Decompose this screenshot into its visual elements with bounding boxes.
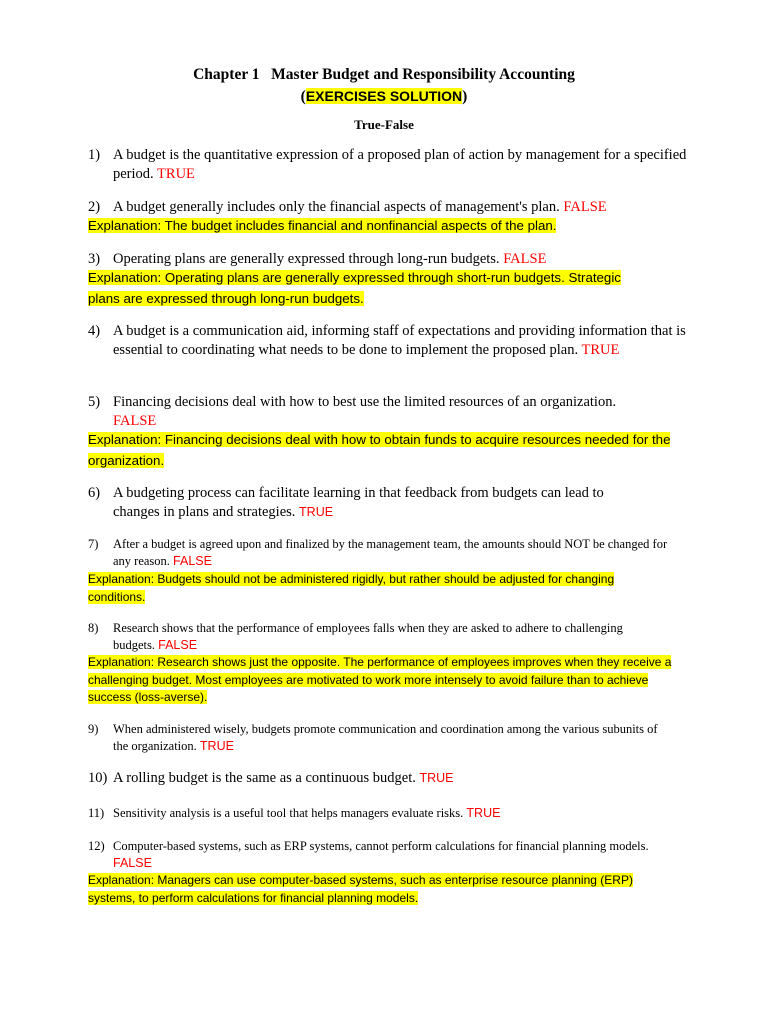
question-text: A budget is the quantitative expression of a proposed plan of action by management for a specified period. — [113, 147, 687, 182]
answer-label: TRUE — [419, 771, 454, 785]
question-number: 4) — [88, 323, 101, 339]
question-number: 6) — [88, 485, 101, 501]
page-title — [0, 66, 768, 84]
answer-label: TRUE — [466, 806, 501, 820]
answer-label: FALSE — [158, 638, 198, 652]
question-number: 2) — [88, 199, 101, 215]
question-text: A rolling budget is the same as a continuous budget. — [113, 770, 416, 786]
question-number: 12) — [88, 839, 105, 853]
question-number: 9) — [88, 722, 99, 736]
answer-label: FALSE — [113, 856, 152, 870]
question-number: 3) — [88, 251, 101, 267]
section-heading: True-False — [354, 117, 414, 132]
question-text: Research shows that the performance of employees falls when they are asked to adhere to challenging budgets. — [113, 621, 623, 652]
question-number: 10) — [88, 770, 108, 786]
question-number: 7) — [88, 537, 99, 551]
explanation: Explanation: Managers can use computer-based systems, such as enterprise resource planning (ERP) systems, to perform calculations for financial planning models. — [88, 873, 633, 905]
question-number: 1) — [88, 147, 101, 163]
answer-label: TRUE — [299, 505, 334, 519]
explanation: Explanation: The budget includes financial and nonfinancial aspects of the plan. — [88, 218, 557, 233]
question-text: Sensitivity analysis is a useful tool that helps managers evaluate risks. — [113, 806, 464, 820]
answer-label: TRUE — [157, 166, 195, 182]
explanation: Explanation: Financing decisions deal with how to obtain funds to acquire resources needed for the organization. — [88, 432, 671, 468]
question-text: A budget generally includes only the financial aspects of management's plan. — [113, 199, 560, 215]
question-number: 5) — [88, 394, 101, 410]
question-text: A budget is a communication aid, informing staff of expectations and providing information that is essential to coordinating what needs to be done to implement the proposed plan. — [113, 323, 686, 358]
subtitle-highlight: EXERCISES SOLUTION — [305, 88, 463, 104]
explanation: Explanation: Research shows just the opposite. The performance of employees improves when they receive a challenging budget. Most employees are motivated to work more intensely to avoid failure than to achieve success (loss-averse). — [88, 655, 672, 704]
explanation: Explanation: Operating plans are generally expressed through short-run budgets. Strategic plans are expressed through long-run budgets. — [88, 270, 621, 306]
answer-label: TRUE — [199, 739, 234, 753]
question-number: 11) — [88, 806, 105, 820]
chapter-title: Master Budget and Responsibility Accounting — [271, 66, 575, 83]
answer-label: FALSE — [173, 554, 212, 568]
explanation: Explanation: Budgets should not be administered rigidly, but rather should be adjusted for changing conditions. — [88, 572, 615, 604]
question-text: Computer-based systems, such as ERP systems, cannot perform calculations for financial planning models. — [113, 839, 649, 853]
question-text: Financing decisions deal with how to best use the limited resources of an organization. — [113, 394, 617, 410]
question-text: When administered wisely, budgets promote communication and coordination among the various subunits of the organization. — [113, 722, 658, 753]
answer-label: FALSE — [113, 413, 157, 429]
question-number: 8) — [88, 621, 99, 635]
answer-label: TRUE — [581, 342, 620, 358]
page-subtitle: (EXERCISES SOLUTION) — [300, 88, 468, 105]
chapter-label: Chapter 1 — [193, 66, 260, 83]
question-text: After a budget is agreed upon and finalized by the management team, the amounts should NOT be changed for any reason. — [113, 537, 668, 568]
question-text: Operating plans are generally expressed through long-run budgets. — [113, 251, 500, 267]
answer-label: FALSE — [503, 251, 547, 267]
question-text: A budgeting process can facilitate learning in that feedback from budgets can lead to changes in plans and strategies. — [113, 485, 604, 520]
answer-label: FALSE — [563, 199, 607, 215]
